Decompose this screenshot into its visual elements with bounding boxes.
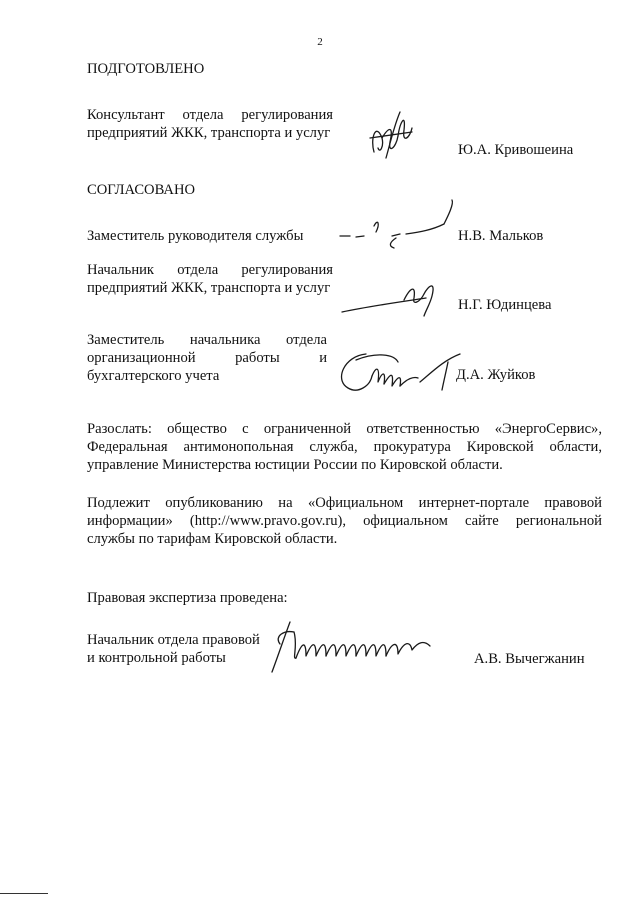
agreed-heading: СОГЛАСОВАНО [87,182,196,198]
publication-line: службы по тарифам Кировской области. [87,531,338,547]
publication-line: информации» (http://www.pravo.gov.ru), официальном сайте региональной [87,513,602,529]
legal-review-position-line: и контрольной работы [87,650,226,666]
distribution-line: Федеральная антимонопольная служба, прокуратура Кировской области, [87,439,602,455]
agreed-signer-position: Заместитель руководителя службы [87,228,304,244]
agreed-signer-position: Заместитель начальника отдела организационной работы и бухгалтерского учета [87,332,327,384]
agreed-signer-name: Д.А. Жуйков [456,367,536,383]
signature-malkov [336,196,460,252]
legal-review-position-line: Начальник отдела правовой [87,632,260,648]
signature-krivosheina [360,108,430,160]
legal-review-note: Правовая экспертиза проведена: [87,590,288,606]
agreed-signer-name: Н.Г. Юдинцева [458,297,552,313]
prepared-signer-name: Ю.А. Кривошеина [458,142,574,158]
agreed-signer-name: Н.В. Мальков [458,228,544,244]
publication-line: Подлежит опубликованию на «Официальном интернет-портале правовой [87,495,602,511]
prepared-signer-position: Консультант отдела регулирования предприятий ЖКК, транспорта и услуг [87,107,333,141]
signature-vychegzhanin [266,616,434,676]
prepared-heading: ПОДГОТОВЛЕНО [87,61,205,77]
legal-review-position [87,631,260,667]
legal-review-signer-name: А.В. Вычегжанин [474,651,585,667]
signature-zhuykov [336,346,464,396]
distribution-line: управление Министерства юстиции России по Кировской области. [87,457,503,473]
distribution-paragraph [87,420,602,474]
publication-paragraph [87,494,602,548]
page-number: 2 [317,36,323,48]
footer-rule [0,893,48,894]
signature-yudintseva [340,276,450,320]
distribution-line: Разослать: общество с ограниченной ответственностью «ЭнергоСервис», [87,421,602,437]
agreed-signer-position: Начальник отдела регулирования предприятий ЖКК, транспорта и услуг [87,262,333,296]
